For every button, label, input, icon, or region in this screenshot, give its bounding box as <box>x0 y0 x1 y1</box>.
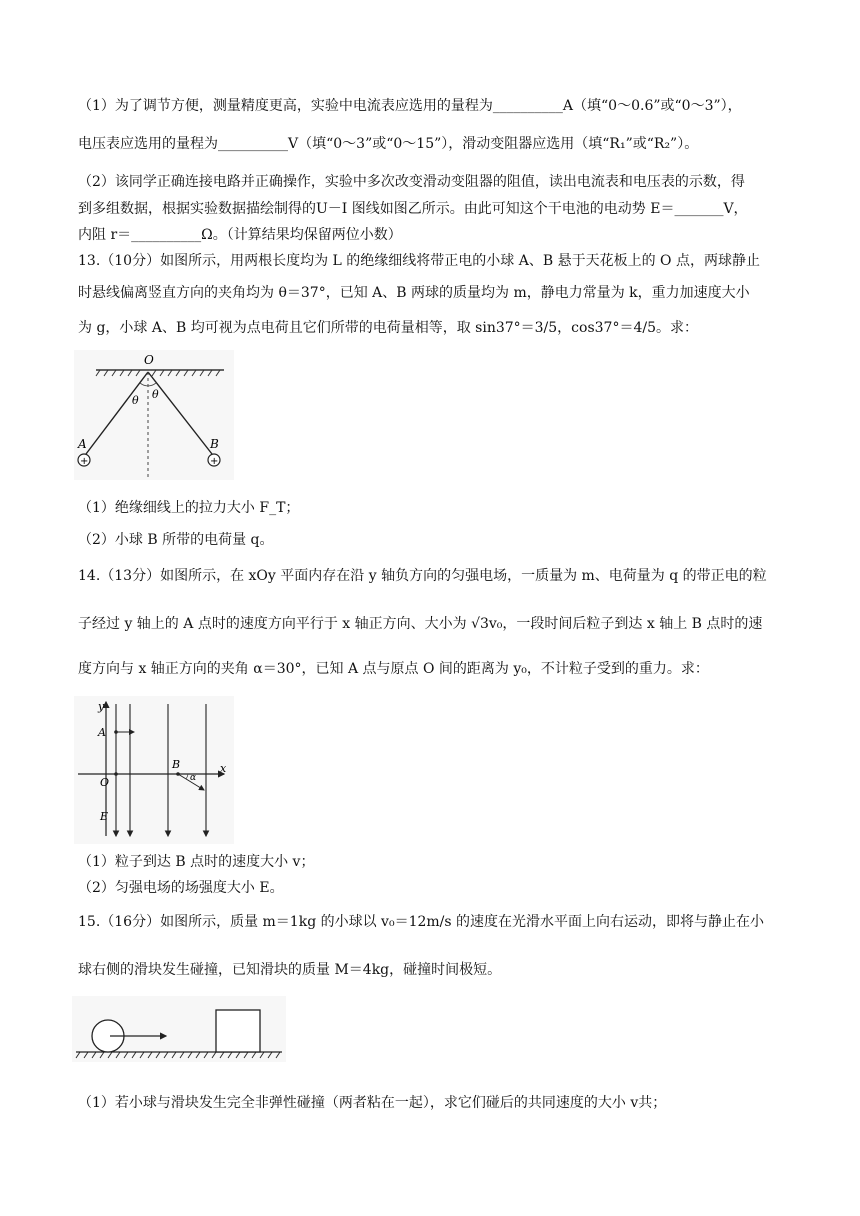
label-e: E <box>100 810 109 823</box>
q12-part1-line1: （1）为了调节方便，测量精度更高，实验中电流表应选用的量程为__________A（填“0～0.6”或“0～3”）， <box>78 98 742 114</box>
q13-line1: 13.（10分）如图所示，用两根长度均为 L 的绝缘细线将带正电的小球 A、B 悬于天花板上的 O 点，两球静止 <box>78 253 760 269</box>
q14-sub1: （1）粒子到达 B 点时的速度大小 v； <box>78 854 315 870</box>
q15-collision-figure <box>72 996 286 1062</box>
q12-part2-line1: （2）该同学正确连接电路并正确操作，实验中多次改变滑动变阻器的阻值，读出电流表和电压表的示数，得 <box>78 174 745 190</box>
label-alpha: α <box>190 773 197 783</box>
label-a: A <box>98 726 106 739</box>
q14-field-figure <box>74 696 234 844</box>
charge-b: + <box>210 456 219 467</box>
q14-line2: 子经过 y 轴上的 A 点时的速度方向平行于 x 轴正方向、大小为 √3v₀，一段时间后粒子到达 x 轴上 B 点时的速 <box>78 616 763 632</box>
q13-pendulum-figure <box>74 350 234 480</box>
label-x: x <box>220 762 227 775</box>
q15-line1: 15.（16分）如图所示，质量 m＝1kg 的小球以 v₀＝12m/s 的速度在光滑水平面上向右运动，即将与静止在小 <box>78 914 765 930</box>
q14-line3: 度方向与 x 轴正方向的夹角 α＝30°，已知 A 点与原点 O 间的距离为 y₀，不计粒子受到的重力。求： <box>78 661 709 677</box>
q15-sub1: （1）若小球与滑块发生完全非弹性碰撞（两者粘在一起），求它们碰后的共同速度的大小 v共； <box>78 1095 667 1111</box>
q14-line1: 14.（13分）如图所示，在 xOy 平面内存在沿 y 轴负方向的匀强电场，一质量为 m、电荷量为 q 的带正电的粒 <box>78 568 767 584</box>
label-o: O <box>100 776 110 789</box>
q14-sub2: （2）匀强电场的场强度大小 E。 <box>78 880 284 896</box>
q13-line2: 时悬线偏离竖直方向的夹角均为 θ＝37°，已知 A、B 两球的质量均为 m，静电力常量为 k，重力加速度大小 <box>78 285 750 301</box>
q13-sub1: （1）绝缘细线上的拉力大小 F_T； <box>78 500 300 516</box>
label-a: A <box>78 437 87 451</box>
label-o: O <box>144 353 154 367</box>
q12-part1-line2: 电压表应选用的量程为__________V（填“0～3”或“0～15”），滑动变阻器应选用（填“R₁”或“R₂”）。 <box>78 136 699 152</box>
q12-part2-line2: 到多组数据，根据实验数据描绘制得的U－I 图线如图乙所示。由此可知这个干电池的电动势 E＝_______V， <box>78 201 748 217</box>
q13-sub2: （2）小球 B 所带的电荷量 q。 <box>78 532 274 548</box>
q12-part2-line3: 内阻 r＝__________Ω。（计算结果均保留两位小数） <box>78 227 402 243</box>
q15-line2: 球右侧的滑块发生碰撞，已知滑块的质量 M＝4kg，碰撞时间极短。 <box>78 962 502 978</box>
label-theta-left: θ <box>132 394 139 407</box>
q13-line3: 为 g，小球 A、B 均可视为点电荷且它们所带的电荷量相等，取 sin37°＝3/5，cos37°＝4/5。求： <box>78 320 698 336</box>
charge-a: + <box>80 456 89 467</box>
label-theta-right: θ <box>152 388 159 401</box>
slider-block <box>216 1010 260 1052</box>
label-y: y <box>98 700 105 713</box>
label-b: B <box>172 758 181 771</box>
label-b: B <box>210 437 219 451</box>
